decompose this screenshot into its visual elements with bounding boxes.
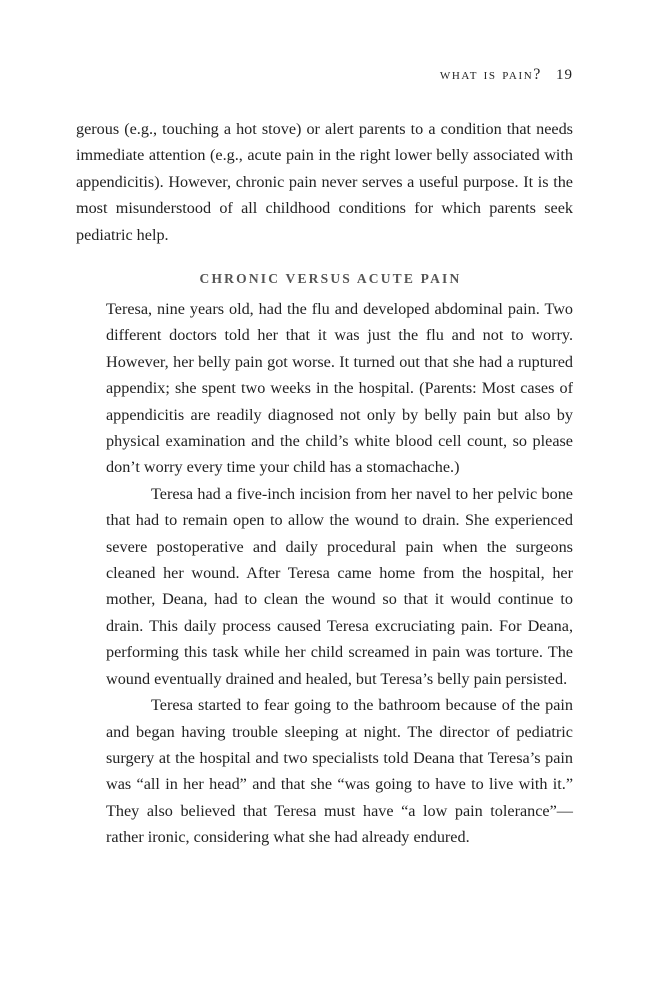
case-paragraph-2: Teresa had a five-inch incision from her navel to her pelvic bone that had to remain open to allow the wound to drain. She experienced severe postoperative and daily procedural pain when the surgeons cleaned her wound. After Teresa came home from the hospital, her mother, Deana, had to clean the wound so that it would continue to drain. This daily process caused Teresa excruciating pain. For Deana, performing this task while her child screamed in pain was torture. The wound eventually drained and healed, but Teresa’s belly pain persisted.	[106, 484, 573, 688]
section-heading: CHRONIC VERSUS ACUTE PAIN	[199, 271, 462, 286]
case-paragraph-1: Teresa, nine years old, had the flu and developed abdominal pain. Two different doctors told her that it was just the flu and not to worry. However, her belly pain got worse. It turned out that she had a ruptured appendix; she spent two weeks in the hospital. (Parents: Most cases of appendicitis are readily diagnosed not only by belly pain but also by physical examination and the child’s white blood cell count, so please don’t worry every time your child has a stomachache.)	[106, 300, 573, 477]
lead-paragraph: gerous (e.g., touching a hot stove) or alert parents to a condition that needs immediate attention (e.g., acute pain in the right lower belly associated with appendicitis). However, chronic pain never serves a useful purpose. It is the most misunderstood of all childhood conditions for which parents seek pediatric help.	[76, 120, 573, 244]
running-head-title: what is pain?	[439, 66, 542, 83]
page-number: 19	[556, 67, 573, 83]
case-study-block	[106, 296, 573, 851]
case-paragraph-3: Teresa started to fear going to the bathroom because of the pain and began having trouble sleeping at night. The director of pediatric surgery at the hospital and two specialists told Deana that Teresa’s pain was “all in her head” and that she “was going to have to live with it.” They also believed that Teresa must have “a low pain tolerance”—rather ironic, considering what she had already endured.	[106, 696, 573, 847]
running-head	[440, 66, 573, 84]
